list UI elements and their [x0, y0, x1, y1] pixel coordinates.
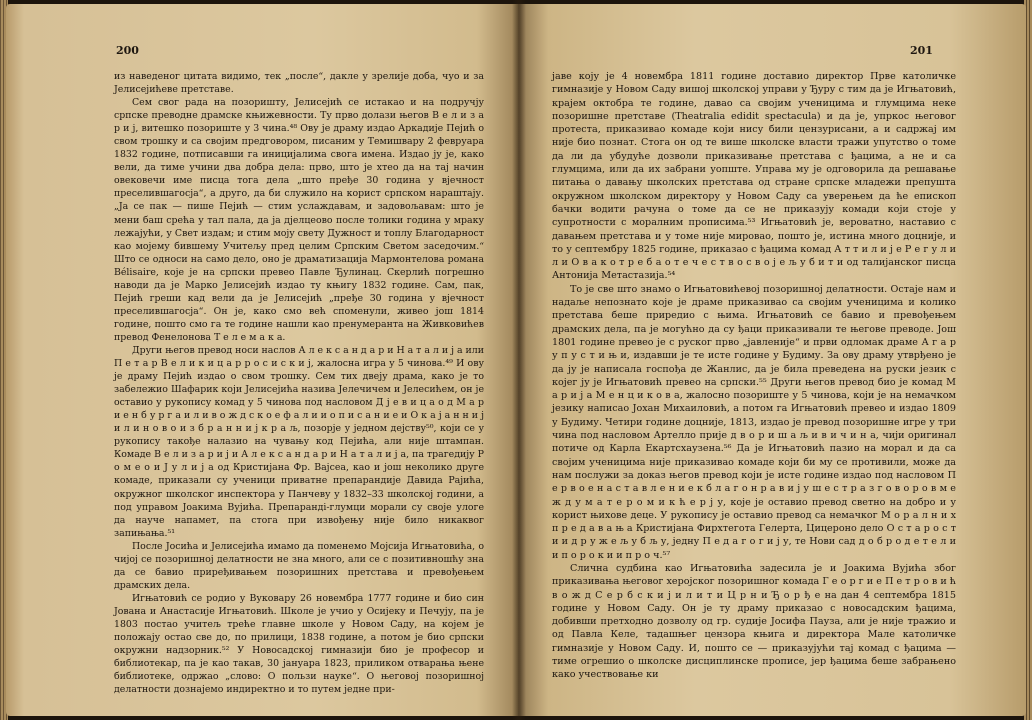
paragraph: из наведеног цитата видимо, тек „после“, дакле у зрелије доба, чуо и за Јелисејићеве претставе.	[114, 71, 484, 96]
paragraph: То је све што знамо о Игњатовићевој позоришној делатности. Остаје нам и надаље непознато које је драме приказивао са својим ученицима и колико претстава беше приредио с њима. Игњатовић се бавио и превођењем драмских дела, па је могућно да су ђаци приказивали те његове преводе. Још 1801 године превео је с руског прво „јавленије“ и први одломак драме А г а р у п у с т и њ и, издавши је те исте године у Будиму. За ову драму утврђено је да ју је написала госпођа де Жанлис, да је била преведена на руски језик с којег ју је Игњатовић превео на српски.⁵⁵ Други његов превод био је комад М а р и ј а М е н ц и к о в а, жалосно позориште у 5 чинова, који је на немачком језику написао Јохан Михаиловић, а потом га Игњатовић превео и издао 1809 у Будиму. Четири године доцније, 1813, издао је превод позоришне игре у три чина под насловом Артелло прије д в о р и ш а љ и в и ч и н а, чији оригинал потиче од Карла Екартсхаузена.⁵⁶ Да је Игњатовић пазио на морал и да са својим ученицима није приказивао комаде који би му се противили, може да нам послужи за доказ његов превод који је исте године издао под насловом П е р в о е н а с т а в л е н и е к б л а г о н р а в и ј у ш е с т р а з г о в о р о в м е ж д у м а т е р о м и к ћ е р ј у, које је оставио превод светно на добро и у корист њихове деце. У рукопису је оставио превод са немачког М о р а л н и х п р е д а в а њ а Кристијана Фирхтегота Гелерта, Цицероно дело О с т а р о с т и и д р у ж е љ у б љ у, једну П е д а г о г и ј у, те Нови сад д о б р о д е т е л и и п о р о к и и п р о ч.⁵⁷	[552, 283, 956, 561]
paragraph: После Јосића и Јелисејића имамо да поменемо Мојсија Игњатовића, о чијој се позоришној делатности не зна много, али се с позитивношћу зна да се бавио приређивањем позоришних претстава и превођењем драмских дела.	[114, 540, 484, 591]
right-page	[518, 4, 1026, 716]
paragraph: Други његов превод носи наслов А л е к с а н д а р и Н а т а л и ј а или П е т а р В е л и к и ц а р р о с и с к и ј, жалосна игра у 5 чинова.⁴⁹ И ову је драму Пејић издао о свом трошку. Сем тих двеју драма, како је то забележио Шафарик који Јелисејића назива Јелечичем и Јелесићем, он је оставио у рукопису комад у 5 чинова под насловом Д ј е в и ц а о д М а р и е н б у р г а и л и в о ж д с к о е ф а л и и о п и с а н и е и О к а ј а н н и ј и л и н о в о и з б р а н н и ј к р а љ, позорје у једном дејству⁵⁰, који се у рукопису такође налазио на чувању код Пејића, али није штампан. Комаде В е л и з а р и ј и А л е к с а н д а р и Н а т а л и ј а, па трагедију Р о м е о и Ј у л и ј а од Кристијана Фр. Вајсеа, као и још неколико друге комаде, приказали су ученици приватне препарандије Давида Рајића, окружног школског инспектора у Панчеву у 1832–33 школској години, а под управом Јоакима Вујића. Препарандi-глумци морали су своје улоге да науче напамет, па стога при извођењу није било никаквог запињања.⁵¹	[114, 344, 484, 539]
page-number: 200	[116, 44, 139, 57]
paragraph: Сем свог рада на позоришту, Јелисејић се истакао и на подручју српске преводне драмске књижевности. Ту прво долази његов В е л и з а р и ј, витешко позориште у 3 чина.⁴⁸ Ову је драму издао Аркадије Пејић о свом трошку и са својим предговором, писаним у Темишвару 2 февруара 1832 године, потписавши га иницијалима свога имена. Издао ју је, како вели, да тиме учини два добра дела: прво, што је хтео да на тај начин овековечи име писца тога дела „што пређе 30 година у вјечност преселившагосја“, а друго, да би служило на корист српском нараштају. „Ја се пак — пише Пејић — стим услаждавам, и задовољавам: што је мени баш срећа у тал пала, да ја дјелцеово после толики година у мраку лежајући, у Свет издам; и стим мојy свету Дужност и топлу Благодарност као мојему бившему Учитељу пред целим Српским Светом заседочим.“ Што се односи на само дело, оно је драматизација Мармонтелова романа Bélisaire, које је на српски превео Павле Ђулинац. Скерлић погрешно наводи да је Марко Јелисејић издао ту књигу 1832 године. Сам, пак, Пејић греши кад вели да је Јелисејић „пређе 30 година у вјечност преселившагосја“. Он је, како смо већ споменули, живео још 1814 године, пошто смо га те године нашли као пренумеранта на Живковићев превод Фенелонова Т е л е м а к а.	[114, 97, 484, 343]
page-body	[552, 70, 956, 682]
page-number: 201	[910, 44, 933, 57]
paragraph: јаве коју је 4 новембра 1811 године доставио директор Прве католичке гимназије у Новом Саду вишој школској управи у Ђуру с тим да је Игњатовић, крајем октобра те године, давао са својим ученицима и глумцима неке позоришне претставе (Theatralia edidit spectacula) и да је, упркос његовог протеста, приказивао комаде који нису били цензурисани, а и садржај им није био познат. Стога он од те више школске власти тражи упутство о томе да ли да убудуће дозволи приказивање претстава с ђацима, а не и са глумцима, или да их забрани уопште. Управа му је одговорила да решавање питања о давању школских претстава од стране српске младежи препушта окружном школском директору у Новом Саду са уверењем да ће епископ бачки водити рачуна о томе да се не приказују комади који стоје у супротности с моралним прописима.⁵³ Игњатовић је, вероватно, наставио с давањем претстава и у томе није мировао, пошто је, истина много доцније, и то у септембру 1825 године, приказао с ђацима комад А т т и л и ј е Р е г у л и л и О в а к о т р е б а о т е ч е с т в о с в о ј е љ у б и т и од талијанског писца Антонија Метастазија.⁵⁴	[552, 71, 956, 282]
paragraph: Игњатовић се родио у Вуковару 26 новембра 1777 године и био син Јована и Анастасије Игњатовић. Школе је учио у Осијеку и Печују, па је 1803 постао учитељ треће главне школе у Новом Саду, на којем је положају остао све до, по прилици, 1838 године, а потом је био српски окружни надзорник.⁵² У Новосадској гимназији био је професор и библиотекар, па је као такав, 30 јануара 1823, приликом отварања њене библиотеке, одржао „слово: О пользи науке“. О његовој позоришној делатности дознајемо индиректно и то путем једне при-	[114, 592, 484, 696]
left-page	[6, 4, 518, 716]
page-body	[114, 70, 484, 696]
paragraph: Слична судбина као Игњатовића задесила је и Јоакима Вујића због приказивања његовог херојског позоришног комада Г е о р г и е П е т р о в и ћ в о ж д С е р б с к и ј и л и т и Ц р н и Ђ о р ђ е на дан 4 септембра 1815 године у Новом Саду. Он је ту драму приказао с новосадским ђацима, добивши претходно дозволу од гр. судије Јосифа Пауза, али је није тражио и од Павла Келе, тадашњег цензора књига и директора Мале католичке гимназије у Новом Саду. И, пошто се — приказујући тај комад с ђацима — тиме огрешио о школске дисциплинске прописе, јер ђацима беше забрањено како учествовање ки	[552, 562, 956, 681]
book-gutter	[512, 0, 526, 720]
